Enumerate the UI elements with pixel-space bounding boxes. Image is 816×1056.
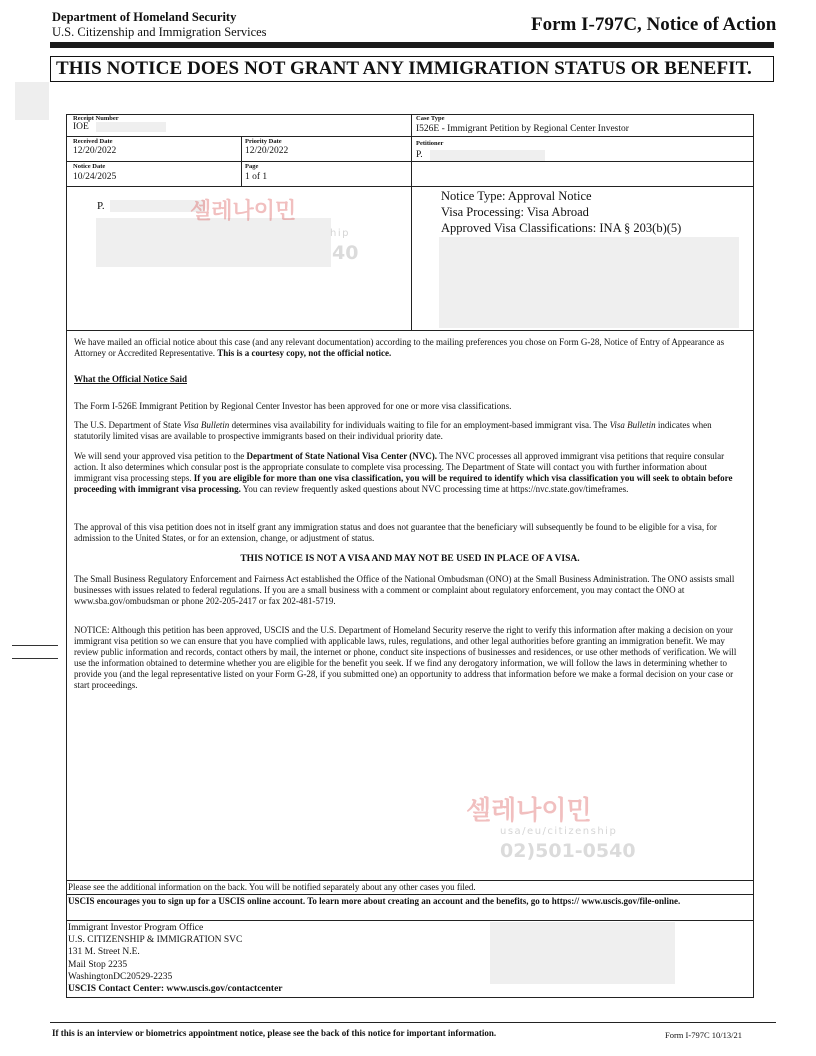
address-line: 131 M. Street N.E. [68, 947, 140, 958]
grid-line [66, 894, 754, 895]
address-line: Immigrant Investor Program Office [68, 923, 204, 933]
paragraph-text: indicates when statutorily limited visas are available to prospective immigrants based on their individual priority date. [74, 420, 712, 441]
header-rule [50, 42, 774, 48]
paragraph-italic-text: Visa Bulletin [183, 420, 230, 430]
watermark-logo-text: 셀레나이민 [466, 796, 592, 826]
redacted-block [490, 922, 675, 984]
ombudsman-paragraph: The Small Business Regulatory Enforcement and Fairness Act established the Office of the National Ombudsman (ONO) at the Small Business Administration. The ONO assists small businesses with issues related to federal regulations. If you are a small business with a comment or complaint about regulatory enforcement, you may contact the ONO at www.sba.gov/ombudsman or phone 202-205-2417 or fax 202-481-5719. [74, 574, 735, 606]
priority-date-label: Priority Date [245, 138, 282, 145]
paragraph-italic-text: Visa Bulletin [609, 420, 656, 430]
nvc-paragraph [74, 451, 746, 495]
footer-rule [50, 1022, 776, 1023]
paragraph-text: The NVC processes all approved immigrant visa petitions that require consular action. It also determines which consular post is the appropriate consulate to complete visa processing. The Department of State will contact you with further information about immigrant visa processing steps. [74, 451, 725, 483]
redaction-mark [15, 82, 49, 120]
watermark-subtext: usa/eu/citizenship [500, 826, 618, 837]
paragraph-bold-text: If you are eligible for more than one visa classification, you will be required to identify which visa classification you will seek to obtain before proceeding with immigrant visa processing. [74, 473, 733, 494]
received-date-label: Received Date [73, 138, 113, 145]
grid-line [411, 114, 412, 330]
grid-line [66, 136, 754, 137]
paragraph-text: The U.S. Department of State [74, 420, 184, 430]
paragraph-text: determines visa availability for individuals waiting to file for an employment-based immigrant visa. The [229, 420, 610, 430]
priority-date-value: 12/20/2022 [245, 146, 289, 156]
approved-classifications: Approved Visa Classifications: INA § 203(b)(5) [441, 221, 682, 235]
address-line: WashingtonDC20529-2235 [68, 971, 173, 982]
visa-bulletin-paragraph [74, 420, 746, 442]
notice-type: Notice Type: Approval Notice [441, 189, 592, 203]
status-banner: THIS NOTICE DOES NOT GRANT ANY IMMIGRATION STATUS OR BENEFIT. [50, 56, 774, 82]
grid-line [66, 186, 754, 187]
paragraph-text: We will send your approved visa petition to the [74, 451, 247, 461]
redacted-block [430, 150, 545, 161]
margin-mark [12, 658, 58, 659]
petitioner-value: P. [416, 150, 423, 160]
courtesy-copy-paragraph [74, 337, 746, 359]
footer-note: If this is an interview or biometrics appointment notice, please see the back of this notice for important information. [52, 1028, 497, 1038]
paragraph-bold-text: This is a courtesy copy, not the official notice. [217, 348, 392, 358]
redacted-address-block [96, 218, 331, 267]
addressee-name: P. [97, 200, 105, 212]
verification-notice-paragraph: NOTICE: Although this petition has been approved, USCIS and the U.S. Department of Homeland Security reserve the right to verify this information after making a decision on your immigrant visa petition so we can ensure that you have complied with applicable laws, rules, regulations, and other legal authorities before granting an immigration benefit. We may review public information and records, contact others by mail, the internet or phone, conduct site inspections of businesses and residences, or use other methods of verification. We will use the information obtained to determine whether you are eligible for the benefit you seek. If we find any derogatory information, we will follow the laws in determining whether to provide you (and the legal representative listed on your Form G-28, if you submitted one) an opportunity to address that information before we make a formal decision on your case or start proceedings. [74, 625, 737, 690]
margin-mark [12, 645, 58, 646]
page-label: Page [245, 163, 259, 170]
contact-center: USCIS Contact Center: www.uscis.gov/contactcenter [68, 984, 283, 995]
grid-line [66, 880, 754, 881]
paragraph-bold-text: Department of State National Visa Center (NVC). [246, 451, 438, 461]
watermark-phone: 40 [332, 242, 359, 264]
online-account-note: USCIS encourages you to sign up for a USCIS online account. To learn more about creating an account and the benefits, go to https:// www.uscis.gov/file-online. [68, 896, 681, 906]
grid-line [241, 136, 242, 186]
visa-processing: Visa Processing: Visa Abroad [441, 205, 589, 219]
paragraph-text: You can review frequently asked questions about NVC processing time at https://nvc.state.gov/timeframes. [240, 484, 629, 494]
notice-date-value: 10/24/2025 [73, 172, 117, 182]
petitioner-label: Petitioner [416, 140, 444, 147]
case-type-value: I526E - Immigrant Petition by Regional Center Investor [416, 124, 629, 134]
page-value: 1 of 1 [245, 172, 268, 182]
agency-name: Department of Homeland Security [52, 10, 237, 24]
receipt-number-label: Receipt Number [73, 115, 119, 122]
approval-paragraph: The Form I-526E Immigrant Petition by Regional Center Investor has been approved for one or more visa classifications. [74, 401, 512, 411]
not-a-visa-statement: THIS NOTICE IS NOT A VISA AND MAY NOT BE USED IN PLACE OF A VISA. [240, 554, 580, 564]
section-heading: What the Official Notice Said [74, 374, 187, 384]
notice-date-label: Notice Date [73, 163, 106, 170]
grid-line [66, 330, 754, 331]
case-type-label: Case Type [416, 115, 445, 122]
form-edition: Form I-797C 10/13/21 [665, 1030, 742, 1040]
watermark-subtext: hip [330, 228, 350, 239]
paragraph-text: We have mailed an official notice about this case (and any relevant documentation) according to the mailing preferences you chose on Form G-28, Notice of Entry of Appearance as Attorney or Accredited Representative. [74, 337, 725, 358]
grid-line [66, 161, 754, 162]
status-disclaimer-paragraph: The approval of this visa petition does not in itself grant any immigration status and does not guarantee that the beneficiary will subsequently be found to be eligible for a visa, for admission to the United States, or for an extension, change, or adjustment of status. [74, 522, 717, 543]
grid-line [66, 920, 754, 921]
watermark-logo-text: 셀레나이민 [190, 199, 297, 224]
watermark-phone: 02)501-0540 [500, 840, 636, 862]
address-line: U.S. CITIZENSHIP & IMMIGRATION SVC [68, 935, 243, 946]
office-address [68, 922, 283, 995]
redacted-block [96, 122, 166, 132]
see-back-note: Please see the additional information on the back. You will be notified separately about any other cases you filed. [68, 882, 476, 892]
receipt-number-value: IOE [73, 122, 89, 132]
redacted-block [439, 237, 739, 328]
address-line: Mail Stop 2235 [68, 959, 128, 970]
agency-header [52, 10, 267, 40]
sub-agency-name: U.S. Citizenship and Immigration Services [52, 25, 267, 39]
received-date-value: 12/20/2022 [73, 146, 117, 156]
form-title: Form I-797C, Notice of Action [531, 14, 777, 35]
